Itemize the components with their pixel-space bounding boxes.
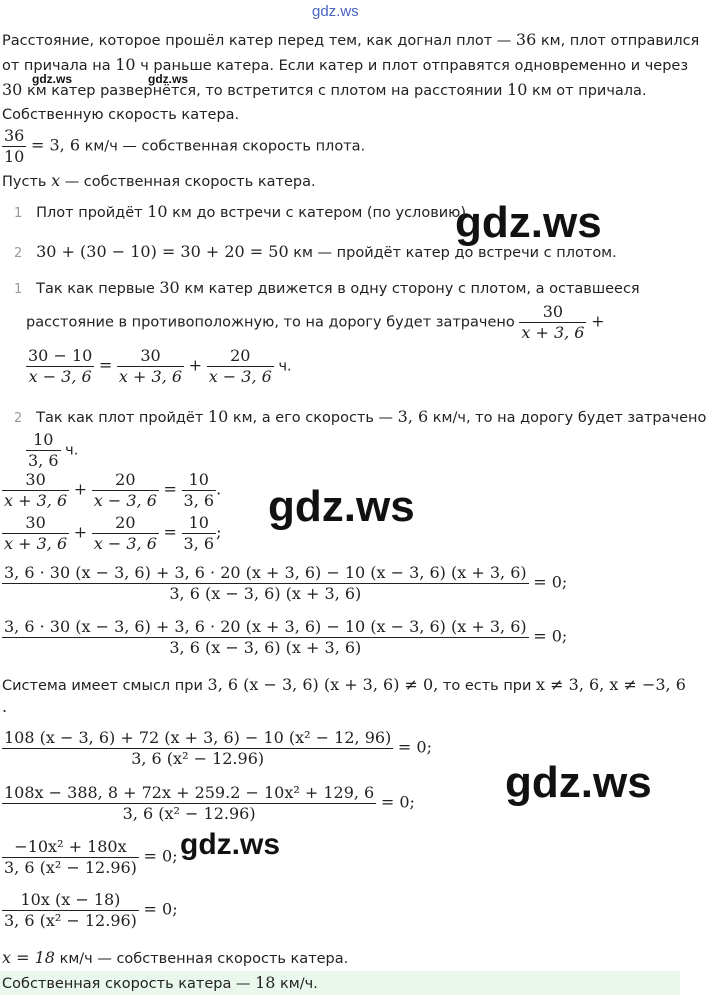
watermark-small: gdz.ws <box>148 72 189 86</box>
fraction: $\frac{10}{3, 6}$ <box>183 470 215 510</box>
raft-speed-line: $\frac{36}{10}$ = 3, 6 км/ч — собственная скорость плота. <box>4 126 366 166</box>
step-3-equation: $\frac{30 - 10}{x - 3, 6}$ = $\frac{30}{x + 3, 6}$ + $\frac{20}{x - 3, 6}$ ч. <box>28 346 292 386</box>
fraction: $\frac{\text{−10x² + 180x}}{\text{3, 6 (x² − 12.96)}}$ <box>4 837 137 877</box>
domain-condition: Система имеет смысл при 3, 6 (x − 3, 6) (x + 3, 6) ≠ 0, то есть при x ≠ 3, 6, x ≠ −3, 6 <box>2 675 686 694</box>
answer-box: Собственная скорость катера — 18 км/ч. <box>0 971 680 995</box>
equation-line: $\frac{10x (x - 18)}{\text{3, 6 (x² − 12.96)}}$ = 0; <box>4 890 178 930</box>
fraction: $\frac{20}{x - 3, 6}$ <box>208 346 272 386</box>
problem-question: Собственную скорость катера. <box>2 107 240 123</box>
fraction: $\frac{10}{3, 6}$ <box>183 513 215 553</box>
problem-line-1: Расстояние, которое прошёл катер перед тем, как догнал плот — 36 км, плот отправился <box>2 30 700 49</box>
fraction: $\frac{\text{108 (x − 3, 6) + 72 (x + 3, 6) − 10 (x² − 12, 96)}}{\text{3, 6 (x² − 12.96)}}$ <box>4 728 392 768</box>
fraction: $\frac{10x (x - 18)}{\text{3, 6 (x² − 12.96)}}$ <box>4 890 137 930</box>
fraction: $\frac{20}{x - 3, 6}$ <box>93 470 157 510</box>
equation-line: 3, 6 · 30 (x − 3, 6) + 3, 6 · 20 (x + 3, 6) − 10 (x − 3, 6) (x + 3, 6) 3, 6 (x − 3, 6) (x + 3, 6) = 0; <box>4 617 568 657</box>
fraction: $\frac{\text{108x − 388, 8 + 72x + 259.2 − 10x² + 129, 6}}{\text{3, 6 (x² − 12.96)}}$ <box>4 783 375 823</box>
watermark-large: gdz.ws <box>268 482 415 531</box>
equation-line: 3, 6 · 30 (x − 3, 6) + 3, 6 · 20 (x + 3, 6) − 10 (x − 3, 6) (x + 3, 6) 3, 6 (x − 3, 6) (x + 3, 6) = 0; <box>4 563 568 603</box>
fraction: $\frac{30}{x + 3, 6}$ <box>521 302 585 342</box>
fraction: $\frac{30}{x + 3, 6}$ <box>4 513 68 553</box>
step-2: 2 30 + (30 − 10) = 30 + 20 = 50 км — пройдёт катер до встречи с плотом. <box>14 242 617 261</box>
watermark-large: gdz.ws <box>505 758 652 807</box>
fraction: $\frac{10}{3, 6}$ <box>28 430 59 470</box>
domain-condition-period: . <box>2 697 8 716</box>
step-3-continued: расстояние в противоположную, то на дорогу будет затрачено $\frac{30}{x + 3, 6}$ + <box>26 302 605 342</box>
equation-line: $\frac{\text{−10x² + 180x}}{\text{3, 6 (x² − 12.96)}}$ = 0; <box>4 837 178 877</box>
equation-line: $\frac{\text{108x − 388, 8 + 72x + 259.2 − 10x² + 129, 6}}{\text{3, 6 (x² − 12.96)}}$ = 0; <box>4 783 415 823</box>
step-4-fraction: $\frac{10}{3, 6}$ ч. <box>28 430 79 470</box>
fraction: $\frac{20}{x - 3, 6}$ <box>93 513 157 553</box>
step-4: 2 Так как плот пройдёт 10 км, а его скорость — 3, 6 км/ч, то на дорогу будет затрачено <box>14 407 706 426</box>
fraction: 3, 6 · 30 (x − 3, 6) + 3, 6 · 20 (x + 3, 6) − 10 (x − 3, 6) (x + 3, 6) 3, 6 (x − 3, 6) (x + 3, 6) <box>4 563 527 603</box>
equation-line: $\frac{30}{x + 3, 6}$ + $\frac{20}{x - 3, 6}$ = $\frac{10}{3, 6}$ ; <box>4 513 222 553</box>
step-3: 1 Так как первые 30 км катер движется в одну сторону с плотом, а оставшееся <box>14 278 640 297</box>
fraction: 3, 6 · 30 (x − 3, 6) + 3, 6 · 20 (x + 3, 6) − 10 (x − 3, 6) (x + 3, 6) 3, 6 (x − 3, 6) (x + 3, 6) <box>4 617 527 657</box>
equation-line: $\frac{30}{x + 3, 6}$ + $\frac{20}{x - 3, 6}$ = $\frac{10}{3, 6}$ . <box>4 470 222 510</box>
equation-line: $\frac{\text{108 (x − 3, 6) + 72 (x + 3, 6) − 10 (x² − 12, 96)}}{\text{3, 6 (x² − 12.96)}}$ = 0; <box>4 728 432 768</box>
watermark-top: gdz.ws <box>312 3 359 20</box>
watermark-medium: gdz.ws <box>180 828 281 861</box>
fraction: $\frac{36}{10}$ <box>4 126 25 166</box>
let-x-line: Пусть x — собственная скорость катера. <box>2 171 316 190</box>
result-line: x = 18 км/ч — собственная скорость катера. <box>2 948 349 967</box>
problem-line-3: 30 км катер развернётся, то встретится с плотом на расстоянии 10 км от причала. <box>2 80 647 99</box>
problem-line-2: от причала на 10 ч раньше катера. Если катер и плот отправятся одновременно и через <box>2 55 689 74</box>
fraction: $\frac{30}{x + 3, 6}$ <box>118 346 183 386</box>
step-1: 1 Плот пройдёт 10 км до встречи с катером (по условию). <box>14 202 471 221</box>
watermark-small: gdz.ws <box>32 72 73 86</box>
fraction: $\frac{30}{x + 3, 6}$ <box>4 470 68 510</box>
fraction: $\frac{30 - 10}{x - 3, 6}$ <box>28 346 93 386</box>
watermark-large: gdz.ws <box>455 198 602 247</box>
